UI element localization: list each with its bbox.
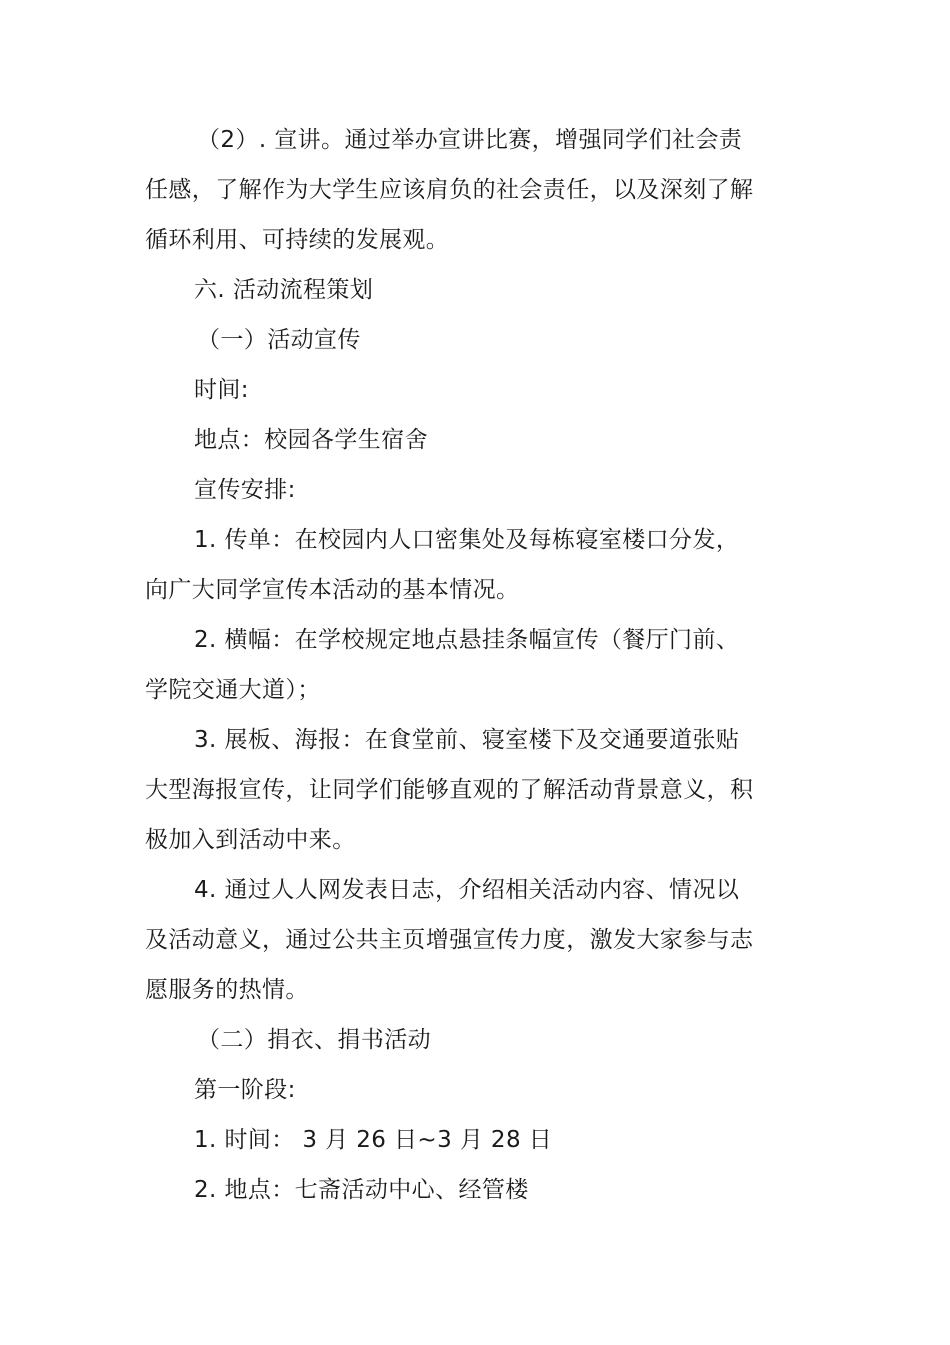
- section-heading-activity-process: 六. 活动流程策划: [194, 277, 374, 303]
- subsection-heading-activity-publicity: （一）活动宣传: [197, 327, 361, 353]
- paragraph-phase-one: 第一阶段:: [194, 1077, 296, 1103]
- paragraph-propaganda-speech: （2）. 宣讲。通过举办宣讲比赛，增强同学们社会责任感，了解作为大学生应该肩负的社会责任，以及深刻了解循环利用、可持续的发展观。: [145, 127, 754, 253]
- list-item-leaflets: 1. 传单：在校园内人口密集处及每栋寝室楼口分发，向广大同学宣传本活动的基本情况。: [145, 527, 740, 603]
- paragraph-time: 时间:: [194, 377, 249, 403]
- paragraph-publicity-arrangement: 宣传安排:: [194, 477, 296, 503]
- list-item-time: 1. 时间： 3 月 26 日~3 月 28 日: [194, 1127, 553, 1153]
- list-item-banners: 2. 横幅：在学校规定地点悬挂条幅宣传（餐厅门前、学院交通大道）；: [145, 627, 740, 703]
- list-item-posters: 3. 展板、海报：在食堂前、寝室楼下及交通要道张贴大型海报宣传，让同学们能够直观的了解活动背景意义，积极加入到活动中来。: [145, 727, 754, 853]
- list-item-renren-blog: 4. 通过人人网发表日志，介绍相关活动内容、情况以及活动意义，通过公共主页增强宣传力度，激发大家参与志愿服务的热情。: [145, 877, 754, 1003]
- document-body: [145, 115, 760, 1215]
- paragraph-location: 地点：校园各学生宿舍: [194, 427, 428, 453]
- list-item-location: 2. 地点：七斋活动中心、经管楼: [194, 1177, 529, 1203]
- subsection-heading-donation: （二）捐衣、捐书活动: [197, 1027, 431, 1053]
